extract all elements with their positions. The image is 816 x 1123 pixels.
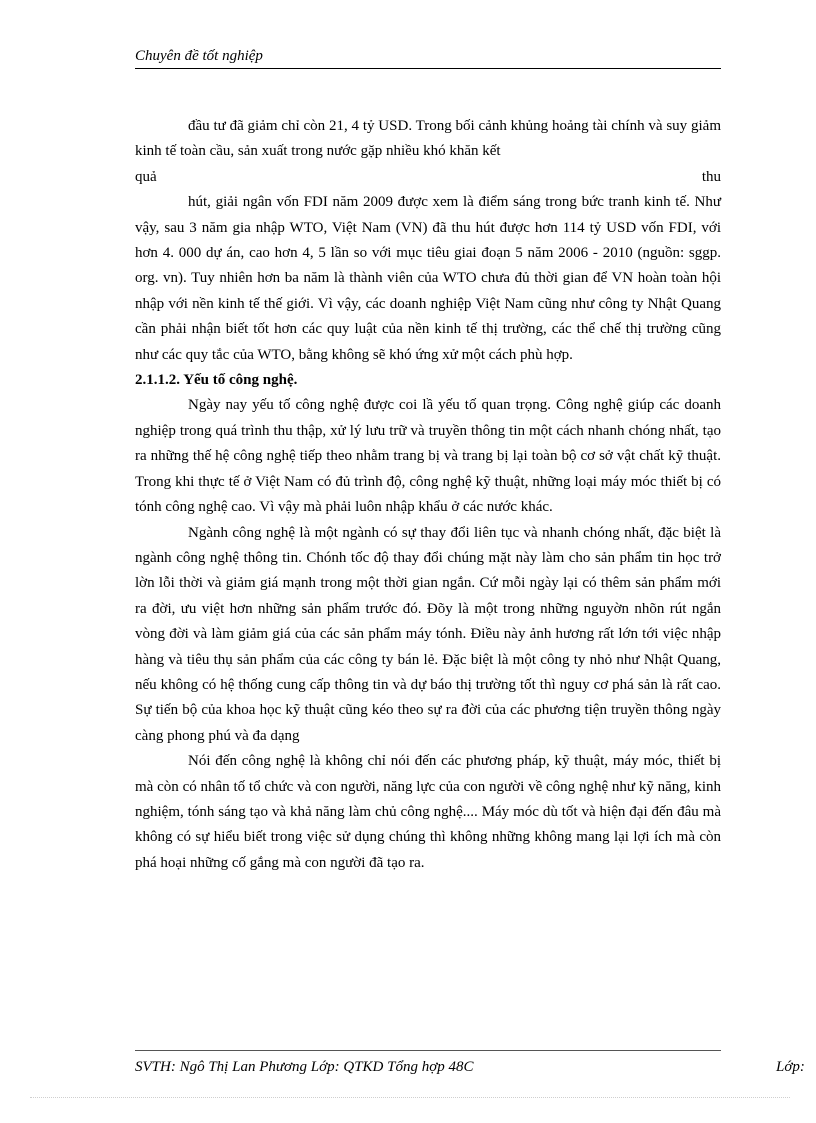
section-heading: 2.1.1.2. Yếu tố công nghệ. <box>135 372 298 389</box>
paragraph-5: Nói đến công nghệ là không chỉ nói đến các phương pháp, kỹ thuật, máy móc, thiết bị mà còn có nhân tố tổ chức và con người, năng lực của con người về công nghệ như kỹ năng, kinh nghiệm, tónh sáng tạo và khả năng làm chủ công nghệ.... Máy móc dù tốt và hiện đại đến đâu mà không có sự hiểu biết trong việc sử dụng chúng thì không những không mang lại lợi ích mà còn phá hoại những cố gắng mà con người đã tạo ra. <box>135 753 721 871</box>
document-body <box>135 114 721 876</box>
paragraph-1-word-left: quả <box>135 168 157 185</box>
paragraph-2: hút, giải ngân vốn FDI năm 2009 được xem là điểm sáng trong bức tranh kinh tế. Như vậy, sau 3 năm gia nhập WTO, Việt Nam (VN) đã thu hút được hơn 114 tỷ USD vốn FDI, với hơn 4. 000 dự án, cao hơn 4, 5 lần so với mục tiêu giai đoạn 5 năm 2006 - 2010 (nguồn: sggp. org. vn). Tuy nhiên hơn ba năm là thành viên của WTO chưa đủ thời gian để VN hoàn toàn hội nhập với nền kinh tế thế giới. Vì vậy, các doanh nghiệp Việt Nam cũng như công ty Nhật Quang cần phải nhận biết tốt hơn các quy luật của nền kinh tế thị trường, các thể chế thị trường cũng như các quy tắc của WTO, bằng không sẽ khó ứng xử một cách phù hợp. <box>135 194 721 363</box>
paragraph-4: Ngành công nghệ là một ngành có sự thay đổi liên tục và nhanh chóng nhất, đặc biệt là ngành công nghệ thông tin. Chónh tốc độ thay đổi chúng mặt này làm cho sản phẩm tin học trở lờn lỗi thời và giảm giá mạnh trong một thời gian ngắn. Cứ mỗi ngày lại có thêm sản phẩm mới ra đời, ưu việt hơn những sản phẩm trước đó. Đõy là một trong những nguyờn nhõn rút ngắn vòng đời và làm giảm giá của các sản phẩm máy tónh. Điều này ảnh hương rất lớn tới việc nhập hàng và tiêu thụ sản phẩm của các công ty bán lẻ. Đặc biệt là một công ty nhỏ như Nhật Quang, nếu không có hệ thống cung cấp thông tin và dự báo thị trường tốt thì nguy cơ phá sản là rất cao. Sự tiến bộ của khoa học kỹ thuật cũng kéo theo sự ra đời của các phương tiện truyền thông ngày càng phong phú và đa dạng <box>135 524 721 744</box>
page-bottom-border <box>30 1097 790 1098</box>
header-title: Chuyên đề tốt nghiệp <box>135 48 263 64</box>
paragraph-1-word-right: thu <box>701 168 721 185</box>
footer-divider <box>135 1050 721 1051</box>
page-header <box>135 46 721 69</box>
paragraph-1: đầu tư đã giảm chỉ còn 21, 4 tỷ USD. Trong bối cảnh khủng hoảng tài chính và suy giảm kinh tế toàn cầu, sản xuất trong nước gặp nhiều khó khăn kết <box>135 118 721 160</box>
footer-author: SVTH: Ngô Thị Lan Phương Lớp: QTKD Tổng hợp 48C <box>135 1059 474 1075</box>
paragraph-1-spread-line <box>135 165 721 190</box>
paragraph-3: Ngày nay yếu tố công nghệ được coi lầ yếu tố quan trọng. Công nghệ giúp các doanh nghiệp trong quá trình thu thập, xử lý lưu trữ và truyền thông tin một cách nhanh chóng nhất, tạo ra những thế hệ công nghệ tiếp theo nhằm trang bị và trang bị lại toàn bộ cơ sở vật chất kỹ thuật. Trong khi thực tế ở Việt Nam có đủ trình độ, công nghệ kỹ thuật, những loại máy móc thiết bị có tónh công nghệ cao. Vì vậy mà phải luôn nhập khẩu ở các nước khác. <box>135 397 721 516</box>
footer-class-label: Lớp: <box>776 1059 805 1075</box>
